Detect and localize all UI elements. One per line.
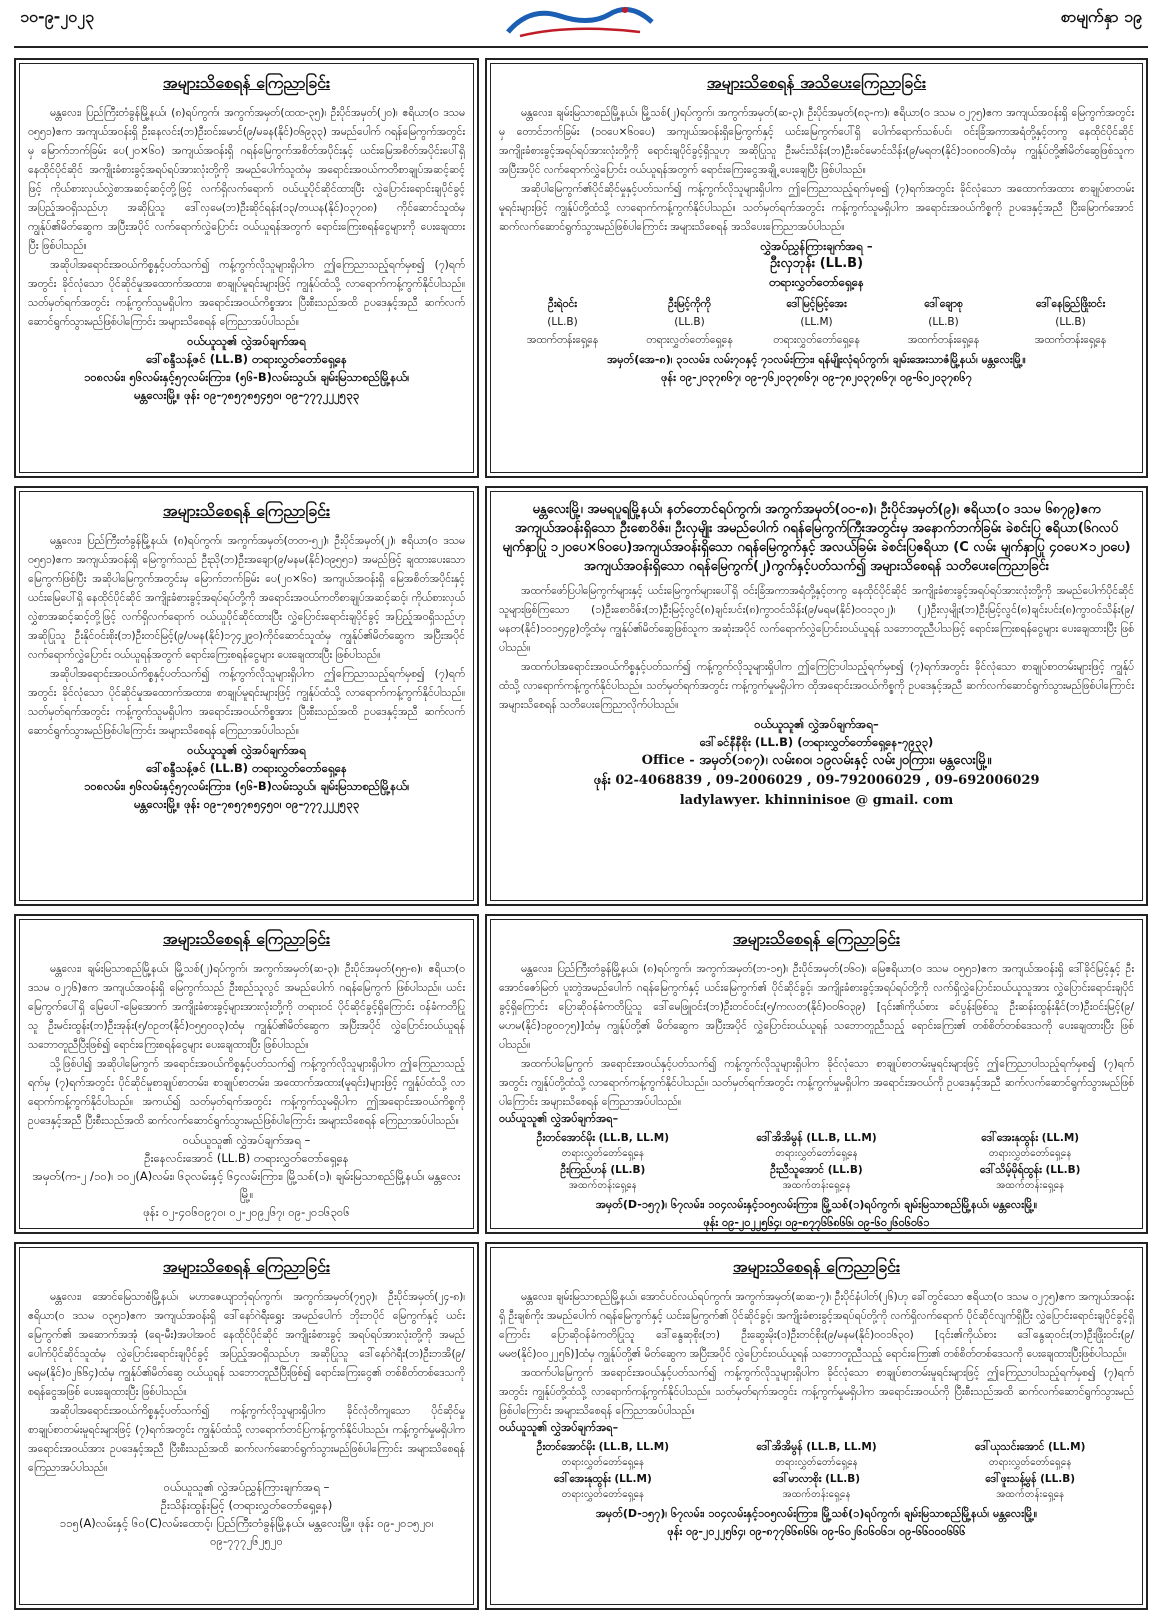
- notice-title: အများသိစေရန် ကြေညာခြင်း: [162, 929, 331, 948]
- notice-signature-line: ၁၁၅(A)လမ်းနှင့် ၆၀(C)လမ်းထောင့်၊ ပြည်ကြီးတံခွန်မြို့နယ်၊ မန္တလေးမြို့။ ဖုန်း ၀၉-၂၀၁၅၂၀၊ ၀၉-၇၇၇၂၆၂၅၂၀: [59, 1516, 434, 1548]
- notice-paragraph: အထက်ဖော်ပြပါမြေကွက်များနှင့် ယင်းမြေကွက်များပေါ်ရှိ ဝင်းခြံအကာအရံတို့နှင့်တကွ နေထိုင်ပိုင်ဆိုင် အကျိုးခံစားခွင့်အရပ်ရပ်အားလုံးတို့ကို အမည်ပေါက်ပိုင်ဆိုင်သူများဖြစ်ကြသော (၁)ဦးစောဝိဇ်း(ဘ)ဦးမြင့်လွင်(၈)ချင်းပင်း(၈)ကွာဝင်သိန်း(၉/မရမ(နိုင်)၀၀၁၃၀၂)၊ (၂)ဦးလှမျိုး(ဘ)ဦးမြင့်လွင်(၈)ချင်းပင်း(၈)ကွာဝင်သိန်း(၉/မနတ(နိုင်)၁၀၁၅၄၉)တို့ထံမှ ကျွန်ုပ်၏မိတ်ဆွေဖြစ်သူက အဆုံးအပိုင် လက်ရောက်လွှဲပြောင်းဝယ်ယူရန် သဘောတူညီပါသဖြင့် ရောင်းကြေးစရန်ငွေများ ပေးချေထားပြီး ဖြစ်ပါသည်။: [499, 585, 1134, 654]
- notice-paragraph: အဆိုပါအရောင်းအဝယ်ကိစ္စနှင့်ပတ်သက်၍ ကန့်ကွက်လိုသူများရှိပါက ဤကြေညာသည့်ရက်မှစ၍ (၇)ရက်အတွင်း ခိုင်လုံသော ပိုင်ဆိုင်မှုအထောက်အထား၊ စာချုပ်မူရင်းများဖြင့် ကျွန်ုပ်ထံသို့ လာရောက်ကန့်ကွက်နိုင်ပါသည်။ သတ်မှတ်ရက်အတွင်း ကန့်ကွက်သူမရှိပါက အရောင်းအဝယ်ကိစ္စအား ပြီးစီးသည်အထိ ဥပဒေနှင့်အညီ ဆက်လက်ဆောင်ရွက်သွားမည်ဖြစ်ပါကြောင်း အများသိစေရန် ကြေညာအပ်ပါသည်။: [28, 259, 465, 328]
- lawyer-entry: ဦးတင်အောင်မိုး (LL.B, LL.M) တရားလွှတ်တော်ရှေ့နေ: [536, 1441, 670, 1468]
- notice-2: [14, 486, 479, 906]
- notice-phone: ဖုန်း ၀၉-၂၀၂၂၅၆၄၊ ၀၉-၈၇၇၆၆၈၆၆၊ ၀၉-၆၀၂၆၀၆၀၆၁: [703, 1216, 930, 1229]
- lawyer-entry: ဦးကြည်ဟန် (LL.B) အထက်တန်းရှေ့နေ: [560, 1164, 646, 1191]
- notice-5: [485, 914, 1148, 1234]
- notice-signature-line: ဝယ်ယူသူ၏ လွှဲအပ်ချက်အရ: [187, 334, 306, 348]
- notice-signature-line: တရားလွှတ်တော်ရှေ့နေ: [769, 275, 864, 289]
- notice-signature-line: ၁၀၈လမ်း၊ ၅၆လမ်းနှင့်၅၇လမ်းကြား၊ (၅၆-B)လမ်းသွယ်၊ ချမ်းမြသာစည်မြို့နယ်၊: [83, 370, 410, 384]
- lawyer-entry: ဒေါ်မာလာစိုး (LL.B) အထက်တန်းရှေ့နေ: [772, 1473, 861, 1500]
- page-number: စာမျက်နှာ ၁၉: [1060, 7, 1142, 26]
- contact-email: ladylawyer. khinninisoe @ gmail. com: [679, 793, 954, 808]
- notice-paragraph: မန္တလေး၊ ချမ်းမြသာစည်မြို့နယ်၊ မြို့သစ်(၂)ရပ်ကွက်၊ အကွက်အမှတ်(ဆ-၃)၊ ဦးပိုင်အမှတ်(၈၃-က)၊ ဧရိယာ(၀ ဒသမ ၀၂၇၅)ဧက အကျယ်အဝန်းရှိ မြေကွက်အတွင်းမှ တောင်ဘက်ခြမ်း (၁၀ပေ×၆၀ပေ) အကျယ်အဝန်းရှိမြေကွက်နှင့် ယင်းမြေကွက်ပေါ်ရှိ ပေါက်ရောက်သစ်ပင်၊ ဝင်းခြံအကာအရံတို့နှင့်တကွ နေထိုင်ပိုင်ဆိုင် အကျိုးခံစားခွင့်အရပ်ရပ်အားလုံးတို့ကို ရောင်းချပိုင်ခွင့်ရှိသူဟု အဆိုပြုသူ ဦးမင်းသိန်း(ဘ)ဦးခင်မောင်သိန်း(၉/မရတ(နိုင်)၁၀၈၀၀၆)ထံမှ ကျွန်ုပ်တို့၏မိတ်ဆွေဖြစ်သူက အပြီးအပိုင် လက်ရောက်လွှဲပြောင်း ဝယ်ယူရန်အတွက် ရောင်းကြေးငွေအချို့ ပေးချေပြီး ဖြစ်ပါသည်။: [499, 107, 1134, 176]
- notice-title: အများသိစေရန် ကြေညာခြင်း: [162, 1257, 331, 1276]
- notice-1: [485, 58, 1148, 478]
- notice-paragraph: မန္တလေး၊ ပြည်ကြီးတံခွန်မြို့နယ်၊ (၈)ရပ်ကွက်၊ အကွက်အမှတ်(တတ-၅၂)၊ ဦးပိုင်အမှတ်(၂)၊ ဧရိယာ(၀ ဒသမ ၀၅၅၁)ဧက အကျယ်အဝန်းရှိ မြေကွက်သည် ဦးညို(ဘ)ဦးအချော(၉/မနမ(နိုင်)၀၉၅၅၁) အမည်ဖြင့် ချထားပေးသော မြေကွက်ဖြစ်ပြီး အဆိုပါမြေကွက်အတွင်းမှ မြောက်ဘက်ခြမ်း ပေ(၂၀×၆၀) အကျယ်အဝန်းရှိ မြေအစိတ်အပိုင်းနှင့် ယင်းမြေပေါ်ရှိ နေထိုင်ပိုင်ဆိုင် အကျိုးခံစားခွင့်အရပ်ရပ်တို့ကို အရောင်းအဝယ်ကတိစာချုပ်အဆင့်ဆင့်၊ ကိုယ်စားလှယ်လွှဲစာအဆင့်ဆင့်တို့ဖြင့် လက်ရှိလက်ရောက် ဝယ်ယူပိုင်ဆိုင်ထားပြီး လွှဲပြောင်းရောင်းချပိုင်ခွင့် အပြည့်အဝရှိသည်ဟု အဆိုပြုသူ ဦးနိုင်ဝင်းစိုး(ဘ)ဦးတင်မြင့်(၉/ပမန(နိုင်)၁၇၄၂၉၀)ကိုင်ဆောင်သူထံမှ ကျွန်ုပ်၏မိတ်ဆွေက အပြီးအပိုင် လက်ရောက်လွှဲပြောင်း ဝယ်ယူရန်အတွက် ရောင်းကြေးစရန်ငွေများ ပေးချေထားပြီး ဖြစ်ပါသည်။: [28, 535, 465, 661]
- notice-signature-line: လွှဲအပ်ညွှန်ကြားချက်အရ –: [760, 239, 873, 253]
- notice-signature-line: ဝယ်ယူသူ၏ လွှဲအပ်ချက်အရ–: [754, 717, 879, 731]
- notice-phone: ဖုန်း ၀၉-၂၀၃၇၈၆၇၊ ၀၉-၇၆၂၀၃၇၈၆၇၊ ၀၉-၇၈၂၀၃၇၈၆၇၊ ၀၉-၆၀၂၀၃၇၈၆၇: [661, 371, 972, 384]
- lawyer-list: [499, 1439, 1134, 1503]
- lawyer-entry: ဒေါ်အိအိမွန် (LL.B, LL.M) တရားလွှတ်တော်ရှေ့နေ: [756, 1441, 877, 1468]
- notice-signature-line: ဒေါ်စန္ဒီသန့်ဇင် (LL.B) တရားလွှတ်တော်ရှေ့နေ: [146, 761, 347, 775]
- notice-signature-line: မန္တလေးမြို့။ ဖုန်း ၀၉-၇၈၅၇၈၅၄၅၀၊ ၀၉-၇၇၇၂၂၂၅၃၃: [133, 797, 360, 811]
- notice-signature-line: ဒေါ်ခင်နီနီစိုး (LL.B) (တရားလွှတ်တော်ရှေ့နေ-၇၉၃၃): [699, 735, 934, 749]
- lawyer-entry: ဒေါ်အေးနုထွန်း (LL.M) တရားလွှတ်တော်ရှေ့နေ: [553, 1473, 652, 1500]
- notice-6: [14, 1242, 479, 1610]
- notice-signature-line: ဦးလှဘုန်း (LL.B): [769, 256, 864, 271]
- lawyer-entry: ဦးညီသူအောင် (LL.B) အထက်တန်းရှေ့နေ: [770, 1164, 863, 1191]
- notice-paragraph: သို့ဖြစ်ပါ၍ အဆိုပါမြေကွက် အရောင်းအဝယ်ကိစ္စနှင့်ပတ်သက်၍ ကန့်ကွက်လိုသူများရှိပါက ဤကြေညာသည့်ရက်မှ (၇)ရက်အတွင်း ပိုင်ဆိုင်မှုစာချုပ်စာတမ်း၊ စာချုပ်စာတမ်း၊ အထောက်အထား(မူရင်း)များဖြင့် ကျွန်ုပ်ထံသို့ လာရောက်ကန့်ကွက်နိုင်ပါသည်။ အကယ်၍ သတ်မှတ်ရက်အတွင်း ကန့်ကွက်သူမရှိပါက ဤအရောင်းအဝယ်ကိစ္စကို ဥပဒေနှင့်အညီ ပြီးစီးသည်အထိ ဆက်လက်ဆောင်ရွက်သွားမည်ဖြစ်ပါကြောင်း အများသိစေရန် ကြေညာအပ်ပါသည်။: [28, 1058, 465, 1127]
- lawyer-list: [499, 1130, 1134, 1194]
- notice-paragraph: မန္တလေး၊ အောင်မြေသာစံမြို့နယ်၊ မဟာဇေယျာဘုံရပ်ကွက်၊ အကွက်အမှတ်(၇၅၃)၊ ဦးပိုင်အမှတ်(၂၄-၈)၊ ဧရိယာ(၀ ဒသမ ၀၃၅၁)ဧက အကျယ်အဝန်းရှိ ဒေါ်နော်ဂဲရီးရွှေး အမည်ပေါက် ဘိုးဘပိုင် မြေကွက်နှင့် ယင်းမြေကွက်၏ အဆောက်အအုံ (ရေ-မီး)အပါအဝင် နေထိုင်ပိုင်ဆိုင် အကျိုးခံစားခွင့် အရပ်ရပ်အားလုံးတို့ကို အမည်ပေါက်ပိုင်ဆိုင်သူထံမှ လွှဲပြောင်းရောင်းချပိုင်ခွင့် အပြည့်အဝရှိသည်ဟု အဆိုပြုသူ ဒေါ်နော်ဂဲရီး(ဘ)ဦးဘအိ(၉/မရမ(နိုင်)၀၂၆၆၄)ထံမှ ကျွန်ုပ်၏မိတ်ဆွေ ဝယ်ယူရန် သဘောတူညီပြီးဖြစ်၍ ရောင်းကြေးငွေ၏ တစ်စိတ်တစ်ဒေသကို စရန်ငွေအဖြစ် ပေးချေထားပြီး ဖြစ်ပါသည်။: [28, 1291, 465, 1398]
- notice-title: အများသိစေရန် ကြေညာခြင်း: [162, 73, 331, 92]
- notice-signature-line: ဦးသိန်းထွန်းမြင့် (တရားလွှတ်တော်ရှေ့နေ): [160, 1498, 333, 1512]
- notice-signature-line: ဒေါ်စန္ဒီသန့်ဇင် (LL.B) တရားလွှတ်တော်ရှေ့နေ: [146, 352, 347, 366]
- notice-heading: မန္တလေးမြို့၊ အမရပူရမြို့နယ်၊ နတ်တောင်ရပ်ကွက်၊ အကွက်အမှတ်(၀၀-၈)၊ ဦးပိုင်အမှတ်(၉)၊ ဧရိယာ(၀ ဒသမ ၆၈၇၉)ဧက အကျယ်အဝန်းရှိသော ဦးစောဝိဇ်း၊ ဦးလှမျိုး အမည်ပေါက် ဂရန်မြေကွက်ကြီးအတွင်းမှ အနောက်ဘက်ခြမ်း ခဲစင်းပြ ဧရိယာ(၆ဂလပ် မျက်နှာပြု ၁၂၀ပေ×၆၀ပေ)အကျယ်အဝန်းရှိသော ဂရန်မြေကွက်နှင့် အလယ်ခြမ်း ခဲစင်းပြဧရိယာ (C လမ်း မျက်နှာပြု ၄၀ပေ×၁၂၀ပေ) အကျယ်အဝန်းရှိသော ဂရန်မြေကွက်(၂)ကွက်နှင့်ပတ်သက်၍ အများသိစေရန် သတိပေးကြေညာခြင်း: [502, 502, 1131, 574]
- notice-signature-line: ဦးနေလင်းအောင် (LL.B) တရားလွှတ်တော်ရှေ့နေ: [144, 1151, 349, 1165]
- notice-title: အများသိစေရန် ကြေညာခြင်း: [732, 929, 901, 948]
- notice-paragraph: အထက်ပါမြေကွက် အရောင်းအဝယ်နှင့်ပတ်သက်၍ ကန့်ကွက်လိုသူများရှိပါက ခိုင်လုံသော စာချုပ်စာတမ်းမူရင်းများဖြင့် ဤကြေညာပါသည့်ရက်မှစ၍ (၇)ရက်အတွင်း ကျွန်ုပ်တို့ထံသို့ လာရောက်ကန့်ကွက်နိုင်ပါသည်။ သတ်မှတ်ရက်အတွင်း ကန့်ကွက်မှုမရှိပါက အရောင်းအဝယ်ကို ပြီးစီးသည်အထိ ဆက်လက်ဆောင်ရွက်သွားမည်ဖြစ်ပါကြောင်း အများသိစေရန် ကြေညာအပ်ပါသည်။: [499, 1367, 1134, 1417]
- lawyer-entry: ဒေါ်အိအိမွန် (LL.B, LL.M) တရားလွှတ်တော်ရှေ့နေ: [756, 1132, 877, 1159]
- notice-signature-line: ဝယ်ယူသူ၏ လွှဲအပ်ညွှန်ကြားချက်အရ –: [163, 1480, 330, 1494]
- notice-signature-line: ဝယ်ယူသူ၏ လွှဲအပ်ချက်အရ: [187, 743, 306, 757]
- notice-address: အမှတ်(အေ-၈)၊ ၃၁လမ်း၊ လမ်း၇၀နှင့် ၇၁လမ်းကြား၊ ရန်မျိုးလုံရပ်ကွက်၊ ချမ်းအေးသာဇံမြို့နယ်၊ မန္တလေးမြို့။: [607, 353, 1026, 366]
- page-header: [0, 0, 1162, 52]
- lawyer-entry: ဒေါ်အေးနုထွန်း (LL.M) တရားလွှတ်တော်ရှေ့နေ: [981, 1132, 1080, 1159]
- notice-address: အမှတ်(D-၁၅၇)၊ ၆၇လမ်း၊ ၁၀၄လမ်းနှင့်၁၀၅လမ်းကြား၊ မြို့သစ်(၁)ရပ်ကွက်၊ ချမ်းမြသာစည်မြို့နယ်၊ မန္တလေးမြို့။: [595, 1198, 1038, 1211]
- notice-signature-line: ဖုန်း ၀၂-၄၀၆၀၉၇၀၊ ၀၂-၂၀၉၂၆၇၊ ၀၉-၂၀၁၆၃၀၆: [143, 1205, 350, 1219]
- lawyer-entry: ဦးမြင့်ကိုကို (LL.B) တရားလွှတ်တော်ရှေ့နေ: [646, 298, 733, 346]
- notice-phone: ဖုန်း ၀၉-၂၀၂၂၅၆၄၊ ၀၉-၈၇၇၆၆၈၆၆၊ ၀၉-၆၀၂၆၀၆၀၆၁၊ ၀၉-၆၆၀၀၀၆၆၆: [667, 1525, 966, 1538]
- notice-0: [14, 58, 479, 478]
- lawyer-entry: ဦးရဲဝင်း (LL.B) အထက်တန်းရှေ့နေ: [526, 298, 599, 346]
- newspaper-logo: [500, 2, 660, 42]
- lawyer-entry: ဦးတင်အောင်မိုး (LL.B, LL.M) တရားလွှတ်တော်ရှေ့နေ: [536, 1132, 670, 1159]
- notice-paragraph: အထက်ပါအရောင်းအဝယ်ကိစ္စနှင့်ပတ်သက်၍ ကန့်ကွက်လိုသူများရှိပါက ဤကြေငြာပါသည့်ရက်မှစ၍ (၇)ရက်အတွင်း ခိုင်လုံသော စာချုပ်စာတမ်းများဖြင့် ကျွန်ုပ်ထံသို့ လာရောက်ကန့်ကွက်နိုင်ပါသည်။ သတ်မှတ်ရက်အတွင်း ကန့်ကွက်မှုမရှိပါက ထိုအရောင်းအဝယ်ကိစ္စကို ဥပဒေနှင့်အညီ ဆက်လက်ဆောင်ရွက်သွားမည်ဖြစ်ပါကြောင်း အများသိစေရန် သတိပေးကြေညာလိုက်ပါသည်။: [499, 661, 1134, 711]
- notice-paragraph: အဆိုပါအရောင်းအဝယ်ကိစ္စနှင့်ပတ်သက်၍ ကန့်ကွက်လိုသူများရှိပါက ခိုင်လုံတိကျသော ပိုင်ဆိုင်မှုစာချုပ်စာတမ်းမူရင်းများဖြင့် (၇)ရက်အတွင်း ကျွန်ုပ်ထံသို့ လာရောက်တင်ပြကန့်ကွက်နိုင်ပါသည်။ ကန့်ကွက်မှုမရှိပါက အရောင်းအဝယ်အား ဥပဒေနှင့်အညီ ပြီးစီးသည်အထိ ဆက်လက်ဆောင်ရွက်သွားမည်ဖြစ်ပါကြောင်း အများသိစေရန် ကြေညာအပ်ပါသည်။: [28, 1405, 465, 1474]
- notice-paragraph: မန္တလေး၊ ချမ်းမြသာစည်မြို့နယ်၊ မြို့သစ်(၂)ရပ်ကွက်၊ အကွက်အမှတ်(ဆ-၃)၊ ဦးပိုင်အမှတ်(၅၅-၈)၊ ဧရိယာ(၀ ဒသမ ၀၂၇၆)ဧက အကျယ်အဝန်းရှိ မြေကွက်သည် ဦးစည်သူလွင် အမည်ပေါက် ဂရန်မြေကွက် ဖြစ်ပါသည်။ ယင်းမြေကွက်ပေါ်ရှိ မြေပေါ်-မြေအောက် အကျိုးခံစားခွင့်များအားလုံးတို့ကို တရားဝင် ပိုင်ဆိုင်ခွင့်ရှိကြောင်း ဝန်ခံကတိပြုသူ ဦးမင်းထွန်း(ဘ)ဦးအုန်း(၅/ဝဥတ(နိုင်)၀၅၅၀၀၃)ထံမှ ကျွန်ုပ်၏မိတ်ဆွေက အပြီးအပိုင် လွှဲပြောင်းဝယ်ယူရန် သဘောတူညီပြီးဖြစ်၍ ရောင်းကြေးစရန်ငွေများ ပေးချေထားပြီး ဖြစ်ပါသည်။: [28, 963, 465, 1051]
- lawyer-entry: ဒေါ်မြင့်မြင့်အေး (LL.M) တရားလွှတ်တော်ရှေ့နေ: [773, 298, 860, 346]
- notice-signature-line: ၁၀၈လမ်း၊ ၅၆လမ်းနှင့်၅၇လမ်းကြား၊ (၅၆-B)လမ်းသွယ်၊ ချမ်းမြသာစည်မြို့နယ်၊: [83, 779, 410, 793]
- notice-paragraph: အထက်ပါမြေကွက် အရောင်းအဝယ်နှင့်ပတ်သက်၍ ကန့်ကွက်လိုသူများရှိပါက ခိုင်လုံသော စာချုပ်စာတမ်းမူရင်းများဖြင့် ဤကြေညာပါသည့်ရက်မှစ၍ (၇)ရက်အတွင်း ကျွန်ုပ်တို့ထံသို့ လာရောက်ကန့်ကွက်နိုင်ပါသည်။ သတ်မှတ်ရက်အတွင်း ကန့်ကွက်မှုမရှိပါက အရောင်းအဝယ်ကို ဥပဒေနှင့်အညီ ဆက်လက်ဆောင်ရွက်သွားမည်ဖြစ်ပါကြောင်း အများသိစေရန် ကြေညာအပ်ပါသည်။: [499, 1058, 1134, 1108]
- lawyer-entry: ဒေါ်ချောစု (LL.B) အထက်တန်းရှေ့နေ: [907, 298, 980, 346]
- notice-paragraph: အဆိုပါအရောင်းအဝယ်ကိစ္စနှင့်ပတ်သက်၍ ကန့်ကွက်လိုသူများရှိပါက ဤကြေညာသည့်ရက်မှစ၍ (၇)ရက်အတွင်း ခိုင်လုံသော ပိုင်ဆိုင်မှုအထောက်အထား၊ စာချုပ်မူရင်းများဖြင့် ကျွန်ုပ်ထံသို့ လာရောက်ကန့်ကွက်နိုင်ပါသည်။ သတ်မှတ်ရက်အတွင်း ကန့်ကွက်သူမရှိပါက အရောင်းအဝယ်ကိစ္စအား ပြီးစီးသည်အထိ ဥပဒေနှင့်အညီ ဆက်လက်ဆောင်ရွက်သွားမည်ဖြစ်ပါကြောင်း အများသိစေရန် ကြေညာအပ်ပါသည်။: [28, 668, 465, 737]
- notice-paragraph: အဆိုပါမြေကွက်၏ပိုင်ဆိုင်မှုနှင့်ပတ်သက်၍ ကန့်ကွက်လိုသူများရှိပါက ဤကြေညာသည့်ရက်မှစ၍ (၇)ရက်အတွင်း ခိုင်လုံသော အထောက်အထား စာချုပ်စာတမ်းမူရင်းများဖြင့် ကျွန်ုပ်တို့ထံသို့ လာရောက်ကန့်ကွက်နိုင်ပါသည်။ သတ်မှတ်ရက်အတွင်း ကန့်ကွက်သူမရှိပါက အရောင်းအဝယ်ကိစ္စကို ဥပဒေနှင့်အညီ ပြီးမြောက်အောင် ဆက်လက်ဆောင်ရွက်သွားမည်ဖြစ်ပါကြောင်း အများသိစေရန် အသိပေးကြေညာအပ်ပါသည်။: [499, 183, 1134, 233]
- notice-paragraph: မန္တလေး၊ ပြည်ကြီးတံခွန်မြို့နယ်၊ (၈)ရပ်ကွက်၊ အကွက်အမှတ်(ထထ-၃၅)၊ ဦးပိုင်အမှတ်(၂၀)၊ ဧရိယာ(၀ ဒသမ ၀၅၅၁)ဧက အကျယ်အဝန်းရှိ ဦးနေလင်း(ဘ)ဦးဝင်းမောင်(၉/မခန(နိုင်)၀၆၉၃၃) အမည်ပေါက် ဂရန်မြေကွက်အတွင်းမှ မြောက်ဘက်ခြမ်း ပေ(၂၀×၆၀) အကျယ်အဝန်းရှိ ဂရန်မြေကွက်အစိတ်အပိုင်းနှင့် ယင်းမြေအစိတ်အပိုင်းပေါ်ရှိ နေထိုင်ပိုင်ဆိုင် အကျိုးခံစားခွင့်အရပ်ရပ်အားလုံးတို့ကို အမည်ပေါက်သူထံမှ အရောင်းအဝယ်ကတိစာချုပ်အဆင့်ဆင့်ဖြင့် ကိုယ်စားလှယ်လွှဲစာအဆင့်ဆင့်တို့ဖြင့် လက်ရှိလက်ရောက် ဝယ်ယူပိုင်ဆိုင်ထားပြီး လွှဲပြောင်းရောင်းချပိုင်ခွင့် အပြည့်အဝရှိသည်ဟု အဆိုပြုသူ ဒေါ်လှမေ(ဘ)ဦးဆိုင်ရန်း(၁၃/တယန(နိုင်)၀၃၇၀၈) ကိုင်ဆောင်သူထံမှ ကျွန်ုပ်၏မိတ်ဆွေက အပြီးအပိုင် လက်ရောက်လွှဲပြောင်း ဝယ်ယူရန်အတွက် ရောင်းကြေးစရန်ငွေများကို ပေးချေထားပြီး ဖြစ်ပါသည်။: [28, 107, 465, 252]
- notice-3: [485, 486, 1148, 906]
- notice-4: [14, 914, 479, 1234]
- header-rule: [14, 46, 1148, 48]
- notice-title: အများသိစေရန် အသိပေးကြေညာခြင်း: [706, 73, 927, 92]
- notice-signature-lead: ဝယ်ယူသူ၏ လွှဲအပ်ချက်အရ–: [499, 1421, 619, 1434]
- notice-title: အများသိစေရန် ကြေညာခြင်း: [162, 501, 331, 520]
- notice-title: အများသိစေရန် ကြေညာခြင်း: [732, 1257, 901, 1276]
- issue-date: ၁၀-၉-၂၀၂၃: [20, 7, 94, 26]
- notice-signature-line: မန္တလေးမြို့။ ဖုန်း ၀၉-၇၈၅၇၈၅၄၅၀၊ ၀၉-၇၇၇၂၂၂၅၃၃: [133, 388, 360, 402]
- notice-address: အမှတ်(D-၁၅၇)၊ ၆၇လမ်း၊ ၁၀၄လမ်းနှင့်၁၀၅လမ်းကြား၊ မြို့သစ်(၁)ရပ်ကွက်၊ ချမ်းမြသာစည်မြို့နယ်၊ မန္တလေးမြို့။: [595, 1507, 1038, 1520]
- notice-phone: ဖုန်း 02-4068839 , 09-2006029 , 09-792006029 , 09-692006029: [593, 773, 1040, 788]
- lawyer-entry: ဒေါ်နေခြည်ဖြိုးဝင်း (LL.B) အထက်တန်းရှေ့နေ: [1034, 298, 1107, 346]
- notice-signature-lead: ဝယ်ယူသူ၏ လွှဲအပ်ချက်အရ–: [499, 1112, 619, 1125]
- lawyer-list: [499, 295, 1134, 349]
- lawyer-entry: ဒေါ်ဖူးသန့်မွန် (LL.B) အထက်တန်းရှေ့နေ: [985, 1473, 1076, 1500]
- notice-paragraph: မန္တလေး၊ ပြည်ကြီးတံခွန်မြို့နယ်၊ (၈)ရပ်ကွက်၊ အကွက်အမှတ်(ဘ-၁၅)၊ ဦးပိုင်အမှတ်(၁၆၀)၊ မြေဧရိယာ(၀ ဒသမ ၀၅၅၁)ဧက အကျယ်အဝန်းရှိ ဒေါ်ခိုင်မြင့်နှင့် ဦးအောင်ဇော်မြတ် ပူးတွဲအမည်ပေါက် ဂရန်မြေကွက်နှင့် ယင်းမြေကွက်၏ ပိုင်ဆိုင်ခွင့်၊ အကျိုးခံစားခွင့်အရပ်ရပ်တို့ကို လက်ရှိလွှဲပြောင်းဝယ်ယူသူအား လွှဲပြောင်းရောင်းချပိုင်ခွင့်ရှိကြောင်း ပြောဆိုဝန်ခံကတိပြုသူ ဒေါ်မေဖြူဝင်း(ဘ)ဦးတင်ဝင်း(၅/ကလတ(နိုင်)၀၀၆၀၃၉) [၎င်း၏ကိုယ်စား ခင်ပွန်းဖြစ်သူ ဦးဆန်းထွန်းနိုင်(ဘ)ဦးဝင်းမြင့်(၉/မဟမ(နိုင်)၁၉၀၀၇၅)]ထံမှ ကျွန်ုပ်တို့၏ မိတ်ဆွေက အပြီးအပိုင် လွှဲပြောင်းဝယ်ယူရန် သဘောတူညီသည့် ရောင်းကြေး၏ တစ်စိတ်တစ်ဒေသကို ပေးချေထားပြီး ဖြစ်ပါသည်။: [499, 963, 1134, 1051]
- office-address: Office - အမှတ်(၁၈၇)၊ လမ်း၈၀၊ ၁၉လမ်းနှင့် လမ်း၂၀ကြား၊ မန္တလေးမြို့။: [641, 753, 992, 768]
- notice-signature-line: ဝယ်ယူသူ၏ လွှဲအပ်ချက်အရ –: [182, 1133, 311, 1147]
- notice-paragraph: မန္တလေး၊ ချမ်းမြသာစည်မြို့နယ်၊ အောင်ပင်လယ်ရပ်ကွက်၊ အကွက်အမှတ်(ဆဆ-၇)၊ ဦးပိုင်နံပါတ်(၂၆)ဟု ခေါ်တွင်သော ဧရိယာ(၀ ဒသမ ၀၂၇၅)ဧက အကျယ်အဝန်းရှိ ဦးချစ်ကိုး အမည်ပေါက် ဂရန်မြေကွက်နှင့် ယင်းမြေကွက်၏ ပိုင်ဆိုင်ခွင့်၊ အကျိုးခံစားခွင့်အရပ်ရပ်တို့ကို လက်ရှိလက်ရောက် ပိုင်ဆိုင်လျက်ရှိပြီး လွှဲပြောင်းရောင်းချပိုင်ခွင့်ရှိကြောင်း ပြောဆိုဝန်ခံကတိပြုသူ ဒေါ်နွေဆုစိုး(ဘ) ဦးဆွေးမိုး(၁)ဦးတင်စိုး(၉/မနမ(နိုင်)၀၀၁၆၃၀) [၎င်း၏ကိုယ်စား ဒေါ်နွေဆုဝင်း(ဘ)ဦးဖြိုးဝင်း(၉/မမဗ(နိုင်)၀၀၂၂၅၆)]ထံမှ ကျွန်ုပ်တို့၏ မိတ်ဆွေက အပြီးအပိုင် လွှဲပြောင်းဝယ်ယူရန် သဘောတူညီသည့် ရောင်းကြေး၏ တစ်စိတ်တစ်ဒေသကို ပေးချေထားပြီးဖြစ်ပါသည်။: [499, 1291, 1134, 1360]
- lawyer-entry: ဒေါ်သိမ့်မိုရ်ထွန်း (LL.B) အထက်တန်းရှေ့နေ: [979, 1164, 1081, 1191]
- notice-signature-line: အမှတ်(က-၂ /၁၀)၊ ၁၀၂(A)လမ်း၊ ၆၃လမ်းနှင့် ၆၄လမ်းကြား၊ မြို့သစ်(၁)၊ ချမ်းမြသာစည်မြို့နယ်၊ မန္တလေးမြို့။: [32, 1169, 461, 1201]
- notice-7: [485, 1242, 1148, 1610]
- lawyer-entry: ဒေါ်ယုသင်းအောင် (LL.M) တရားလွှတ်တော်ရှေ့နေ: [974, 1441, 1086, 1468]
